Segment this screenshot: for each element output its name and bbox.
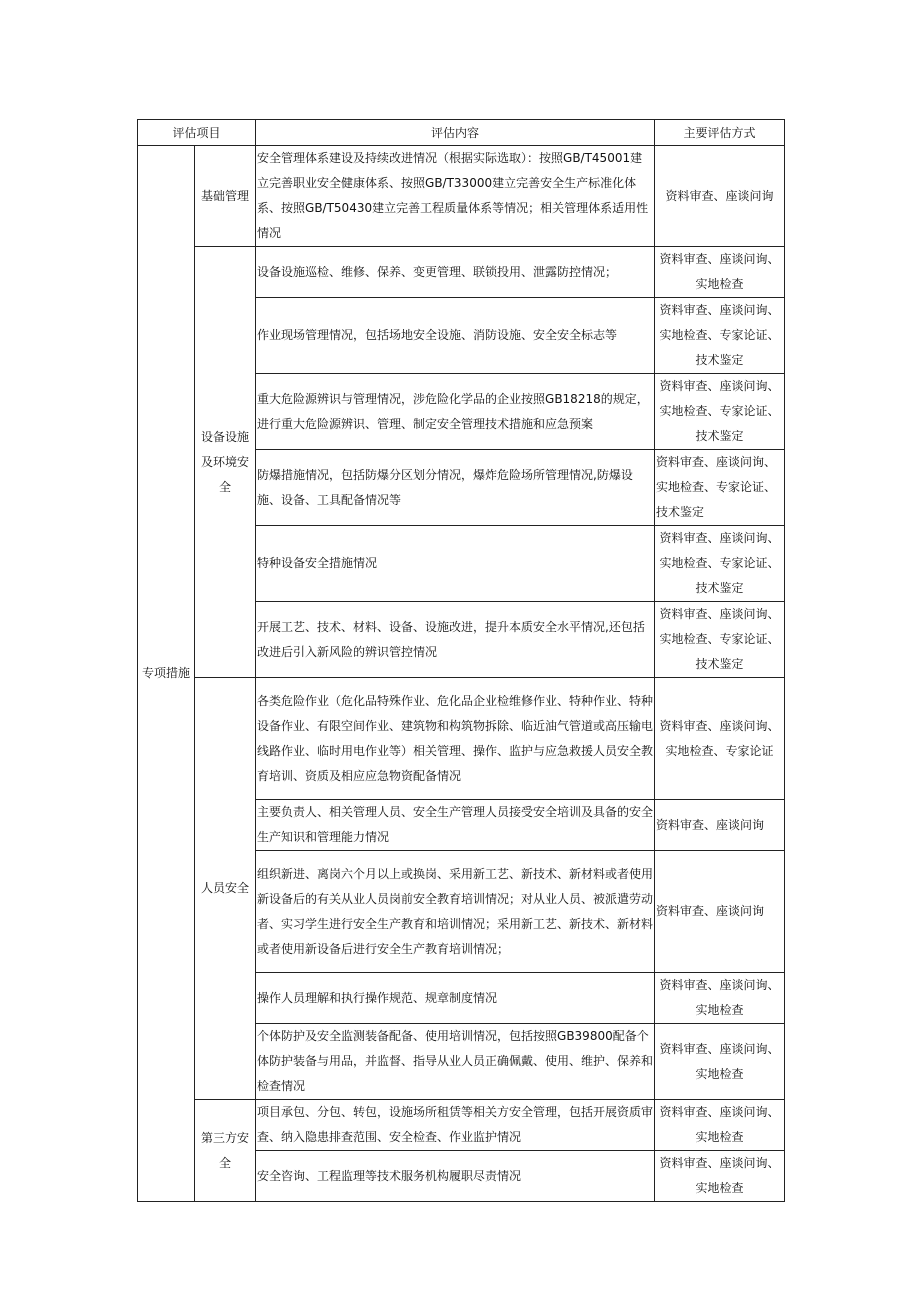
content-cell: 操作人员理解和执行操作规范、规章制度情况 bbox=[256, 973, 655, 1024]
method-cell: 资料审查、座谈问询、实地检查 bbox=[655, 247, 785, 298]
method-cell: 资料审查、座谈问询 bbox=[655, 851, 785, 973]
content-cell: 各类危险作业（危化品特殊作业、危化品企业检维修作业、特种作业、特种设备作业、有限空间作业、建筑物和构筑物拆除、临近油气管道或高压输电线路作业、临时用电作业等）相关管理、操作、监护与应急救援人员安全教育培训、资质及相应应急物资配备情况 bbox=[256, 678, 655, 800]
header-content: 评估内容 bbox=[256, 120, 655, 146]
section-name: 人员安全 bbox=[195, 678, 256, 1100]
table-header-row bbox=[138, 120, 785, 146]
method-cell: 资料审查、座谈问询、实地检查、专家论证、技术鉴定 bbox=[655, 450, 785, 526]
method-cell: 资料审查、座谈问询、实地检查 bbox=[655, 1100, 785, 1151]
method-cell: 资料审查、座谈问询、实地检查、专家论证、技术鉴定 bbox=[655, 298, 785, 374]
evaluation-table bbox=[137, 119, 785, 1202]
content-cell: 安全管理体系建设及持续改进情况（根据实际选取）：按照GB/T45001建立完善职业安全健康体系、按照GB/T33000建立完善安全生产标准化体系、按照GB/T50430建立完善工程质量体系等情况；相关管理体系适用性情况 bbox=[256, 146, 655, 247]
content-cell: 安全咨询、工程监理等技术服务机构履职尽责情况 bbox=[256, 1151, 655, 1202]
table-row bbox=[138, 1100, 785, 1151]
table-row bbox=[138, 247, 785, 298]
header-method: 主要评估方式 bbox=[655, 120, 785, 146]
content-cell: 特种设备安全措施情况 bbox=[256, 526, 655, 602]
table-row bbox=[138, 146, 785, 247]
section-name: 第三方安全 bbox=[195, 1100, 256, 1202]
method-cell: 资料审查、座谈问询、实地检查、专家论证、技术鉴定 bbox=[655, 526, 785, 602]
method-cell: 资料审查、座谈问询 bbox=[655, 146, 785, 247]
content-cell: 个体防护及安全监测装备配备、使用培训情况，包括按照GB39800配备个体防护装备与用品，并监督、指导从业人员正确佩戴、使用、维护、保养和检查情况 bbox=[256, 1024, 655, 1100]
table-row bbox=[138, 678, 785, 800]
method-cell: 资料审查、座谈问询 bbox=[655, 800, 785, 851]
method-cell: 资料审查、座谈问询、实地检查 bbox=[655, 973, 785, 1024]
section-name: 设备设施及环境安全 bbox=[195, 247, 256, 678]
content-cell: 作业现场管理情况，包括场地安全设施、消防设施、安全安全标志等 bbox=[256, 298, 655, 374]
method-cell: 资料审查、座谈问询、实地检查、专家论证、技术鉴定 bbox=[655, 374, 785, 450]
content-cell: 组织新进、离岗六个月以上或换岗、采用新工艺、新技术、新材料或者使用新设备后的有关从业人员岗前安全教育培训情况；对从业人员、被派遣劳动者、实习学生进行安全生产教育和培训情况；采用新工艺、新技术、新材料或者使用新设备后进行安全生产教育培训情况； bbox=[256, 851, 655, 973]
content-cell: 主要负责人、相关管理人员、安全生产管理人员接受安全培训及具备的安全生产知识和管理能力情况 bbox=[256, 800, 655, 851]
method-cell: 资料审查、座谈问询、实地检查、专家论证 bbox=[655, 678, 785, 800]
content-cell: 设备设施巡检、维修、保养、变更管理、联锁投用、泄露防控情况； bbox=[256, 247, 655, 298]
method-cell: 资料审查、座谈问询、实地检查、专家论证、技术鉴定 bbox=[655, 602, 785, 678]
content-cell: 重大危险源辨识与管理情况，涉危险化学品的企业按照GB18218的规定，进行重大危险源辨识、管理、制定安全管理技术措施和应急预案 bbox=[256, 374, 655, 450]
category-cell: 专项措施 bbox=[138, 146, 195, 1202]
content-cell: 防爆措施情况，包括防爆分区划分情况，爆炸危险场所管理情况,防爆设施、设备、工具配备情况等 bbox=[256, 450, 655, 526]
content-cell: 开展工艺、技术、材料、设备、设施改进，提升本质安全水平情况,还包括改进后引入新风险的辨识管控情况 bbox=[256, 602, 655, 678]
section-name: 基础管理 bbox=[195, 146, 256, 247]
header-item: 评估项目 bbox=[138, 120, 256, 146]
method-cell: 资料审查、座谈问询、实地检查 bbox=[655, 1024, 785, 1100]
method-cell: 资料审查、座谈问询、实地检查 bbox=[655, 1151, 785, 1202]
content-cell: 项目承包、分包、转包，设施场所租赁等相关方安全管理，包括开展资质审查、纳入隐患排查范围、安全检查、作业监护情况 bbox=[256, 1100, 655, 1151]
